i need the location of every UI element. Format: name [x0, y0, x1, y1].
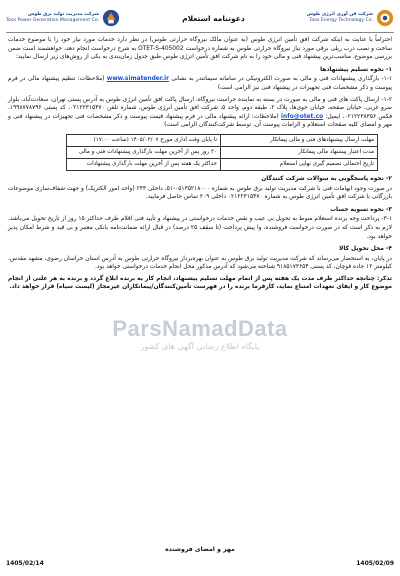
date-left: 1405/02/14 — [6, 559, 44, 567]
schedule-label: مدت اعتبار پیشنهاد مالی پیمانکار — [221, 146, 378, 158]
seller-signature-title: مهر و امضای فروشنده — [165, 546, 235, 553]
schedule-value: تا پایان وقت اداری مورخ ۱۴۰۵/۰۲/۰۷ (ساعت ۱۷:۰۰) — [67, 134, 221, 146]
warning-note: تذکر: چنانچه حداکثر ظرف مدت یک هفته پس از اتمام مهلت تسلیم پیشنهاد، انجام کار به برنده ابلاغ گردد و برنده به هر علتی از انجام موضوع کار و ایفای تعهدات امتناع نماید، کارفرما برنده را در فهرست تأمین‌کنندگان/پیمانکاران غیرمجاز (لیست سیاه) قرار خواهد داد. — [8, 275, 392, 291]
table-row — [67, 158, 378, 170]
section-3-heading: ۳- نحوه تسویه حساب — [330, 206, 392, 213]
schedule-value: ۳۰ روز پس از آخرین مهلت بارگذاری پیشنهادات فنی و مالی — [67, 146, 221, 158]
right-logo-fa: شرکت فن آوری انرژی طوس — [306, 12, 373, 17]
left-logo — [6, 9, 120, 27]
date-row — [6, 556, 394, 570]
section-3-text: ۳-۱- پرداخت وجه برنده استعلام منوط به تحویل بی عیب و نقص خدمات درخواستی در پیشنهاد و تأیید فنی اقلام ظرف حداکثر ۱۵ روز از تاریخ تحویل می‌باشد. لازم به ذکر است که در صورت درخواست فروشنده، وا پیش پرداخت (تا سقف ۲۵ درصد) در قبال ارائه ضمانت‌نامه بانکی معتبر و بی قید و شرط امکان پذیر خواهد بود. — [8, 216, 392, 240]
document-body — [8, 36, 392, 295]
schedule-label: مهلت ارسال پیشنهادهای فنی و مالی پیمانکار — [221, 134, 378, 146]
section-2-text: در صورت وجود ابهامات فنی با شرکت مدیریت تولید برق طوس به شماره ۰۵۱۳۵۲۱۸۰۰۰-۵۱، داخلی ۲۴۳ (واحد امور الکتریک) و جهت شفاف‌سازی موضوعات بازرگانی با شرکت افق تأمین انرژی طوس به شماره ۰۲۱۲۲۳۱۵۴۷۰ داخلی ۲۰۹ تماس حاصل فرمایید. — [8, 185, 392, 201]
document-title: دعوتنامه استعلام — [182, 13, 245, 23]
schedule-label: تاریخ احتمالی تصمیم گیری نهایی استعلام — [221, 158, 378, 170]
table-row — [67, 146, 378, 158]
date-right: 1405/02/09 — [356, 559, 394, 567]
section-1-2-note: (ملاحظات: ارائه پیشنهاد مالی در فرم پیشنهاد قیمت پیوست و ذکر مشخصات فنی تجهیزات در پیشنهاد فنی و مهر و امضای کلیه صفحات استعلام و الزامات پیوست آن، توسط شرکت‌کنندگان الزامی است) — [8, 113, 392, 129]
right-logo — [307, 9, 394, 27]
header — [6, 4, 394, 33]
simatender-link[interactable]: www.simatender.ir — [106, 76, 170, 83]
table-row — [67, 134, 378, 146]
watermark: ParsNamadData — [112, 316, 288, 341]
left-logo-en: Toos Power Generation Management Co. — [6, 18, 100, 23]
section-4-heading: ۴- محل تحویل کالا — [338, 246, 392, 253]
tos-power-logo-icon — [102, 9, 120, 27]
intro-paragraph: احتراماً با عنایت به اینکه شرکت افق تأمین انرژی طوس (به عنوان مالک نیروگاه حرارتی طوس) در نظر دارد خدمات مورد نیاز خود را با موضوع خدمات ساخت و نصب درب ریلی برقی مورد نیاز نیروگاه حرارتی طوس به شماره درخواست OTET-S-405002 به شرح درخواست انجام دهد، خواهشمند است ضمن بررسی موضوع، مناسب‌ترین پیشنهاد فنی و مالی خود را به نام شرکت افق تأمین انرژی طوس طبق جدول زمان‌بندی به یکی از روش‌های زیر ارسال نمایید: — [8, 37, 392, 61]
section-1-2 — [8, 96, 392, 130]
watermark-subtitle: پایگاه اطلاع رسانی آگهی های کشور — [140, 342, 260, 351]
section-1-heading: ۱- نحوه تسلیم پیشنهادها — [320, 66, 392, 73]
section-1-2-text: ۱-۲- ارسال پاکت های فنی و مالی به صورت در بسته به نماینده حراست نیروگاه، ارسال پاکت افق تأمین انرژی طوس به آدرس پستی تهران، سعادت‌آباد، بلوار سرو غربی، خیابان صفحه، خیابان جوی‌ها، پلاک ۲، طبقه دوم، واحد ۵، شرکت افق تأمین انرژی طوس، شماره تلفن ۰۲۱۲۲۳۱۵۴۷۰، کد پستی ۱۹۹۸۷۷۸۷۹۶، فکس ۰۲۱۲۲۳۸۳۵۶، ایمیل: — [8, 96, 393, 120]
section-1-1-note: (ملاحظات: تنظیم پیشنهاد مالی در فرم پیوست و ذکر مشخصات فنی تجهیزات در پیشنهاد فنی نیز الزامی است) — [8, 76, 392, 91]
section-4-text: در پایان، به استحضار می‌رساند که شرکت مدیریت تولید برق طوس به عنوان بهره‌بردار نیروگاه حرارتی طوس به آدرس استان خراسان رضوی، مشهد مقدس، کیلومتر ۱۲ جاده قوچان، کد پستی ۹۱۸۵۱۷۳۶۵۴ شناخته می‌شود که آدرس مذکور محل انجام خدمات درخواستی خواهد بود. — [8, 255, 392, 271]
schedule-table — [66, 134, 378, 171]
right-logo-en: Toos Energy Technology Co. — [309, 18, 373, 23]
section-1-1 — [8, 75, 392, 92]
section-2-heading: ۲- نحوه پاسخگویی به سوالات شرکت کنندگان — [261, 175, 392, 182]
section-1-1-text: ۱-۱- بارگذاری پیشنهادات فنی و مالی به صورت الکترونیکی در سامانه سیماتندر به نشانی — [171, 76, 393, 83]
schedule-value: حداکثر یک هفته پس از آخرین مهلت بارگذاری پیشنهادات — [67, 158, 221, 170]
energy-company-logo-icon — [376, 9, 394, 27]
email-link[interactable]: info@otet.co — [280, 113, 324, 120]
left-logo-fa: شرکت مدیریت تولید برق طوس — [27, 12, 100, 17]
